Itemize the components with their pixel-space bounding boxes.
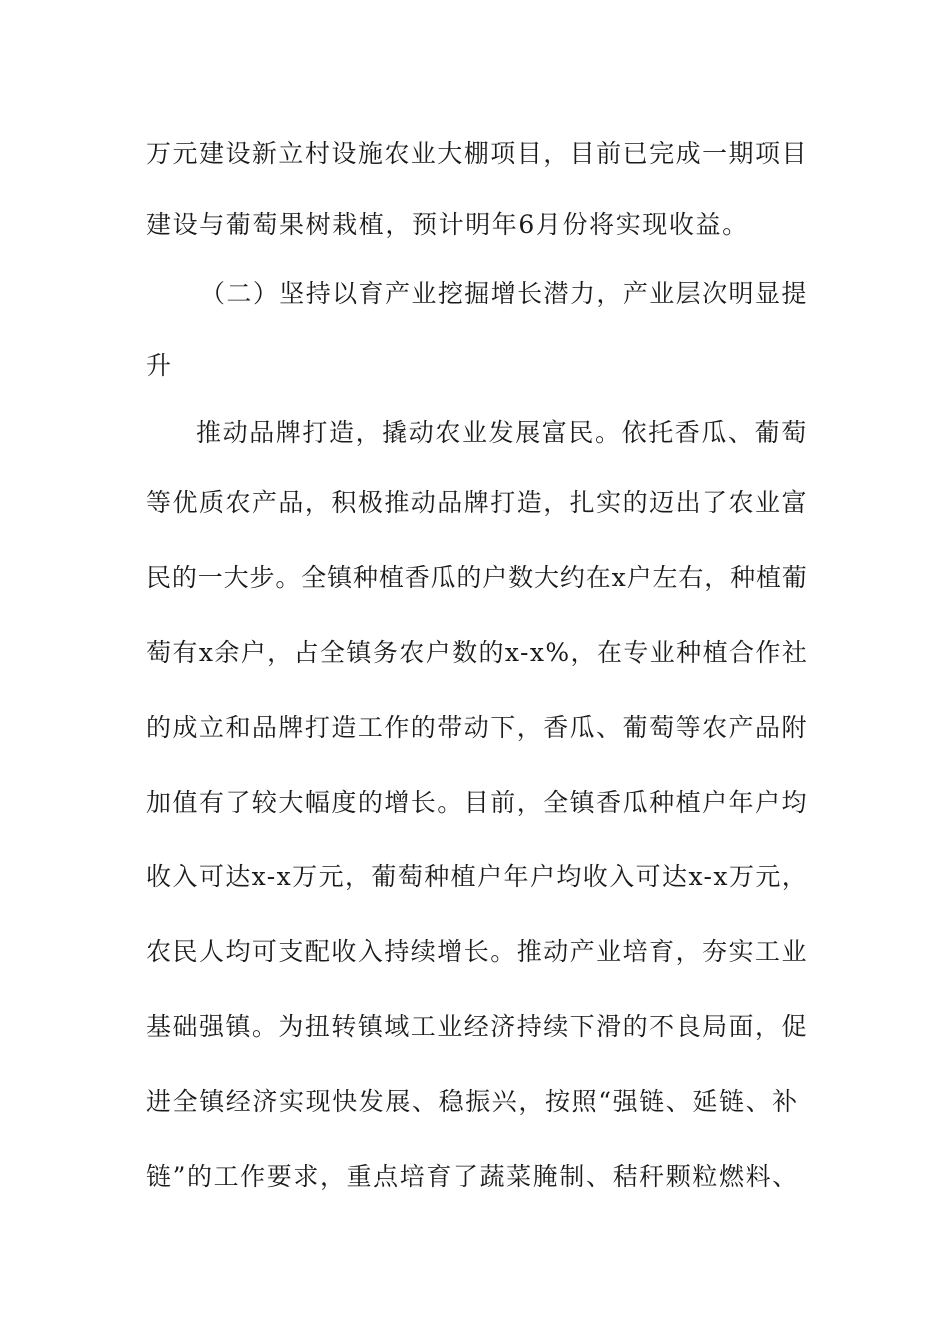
body-text-line: 基础强镇。为扭转镇域工业经济持续下滑的不良局面，促 bbox=[146, 1012, 809, 1041]
body-text-line: 萄有x余户，占全镇务农户数的x-x%，在专业种植合作社 bbox=[146, 638, 809, 667]
body-text-line: 链”的工作要求，重点培育了蔬菜腌制、秸秆颗粒燃料、 bbox=[146, 1162, 799, 1191]
body-text-line: 农民人均可支配收入持续增长。推动产业培育，夯实工业 bbox=[146, 937, 809, 966]
body-text-line: 进全镇经济实现快发展、稳振兴，按照“强链、延链、补 bbox=[146, 1087, 799, 1116]
body-text-line: 等优质农产品，积极推动品牌打造，扎实的迈出了农业富 bbox=[146, 488, 809, 517]
section-heading-line: 升 bbox=[146, 351, 173, 380]
body-text-line: 加值有了较大幅度的增长。目前，全镇香瓜种植户年户均 bbox=[146, 788, 809, 817]
body-text-line: 建设与葡萄果树栽植，预计明年6月份将实现收益。 bbox=[146, 210, 749, 239]
body-text-line: 收入可达x-x万元，葡萄种植户年户均收入可达x-x万元， bbox=[146, 862, 809, 891]
body-text-line: 万元建设新立村设施农业大棚项目，目前已完成一期项目 bbox=[146, 139, 809, 168]
section-heading-line: （二）坚持以育产业挖掘增长潜力，产业层次明显提 bbox=[200, 279, 808, 308]
body-text-line: 民的一大步。全镇种植香瓜的户数大约在x户左右，种植葡 bbox=[146, 563, 808, 592]
body-text-line: 的成立和品牌打造工作的带动下，香瓜、葡萄等农产品附 bbox=[146, 713, 809, 742]
body-text-line: 推动品牌打造，撬动农业发展富民。依托香瓜、葡萄 bbox=[196, 418, 808, 447]
